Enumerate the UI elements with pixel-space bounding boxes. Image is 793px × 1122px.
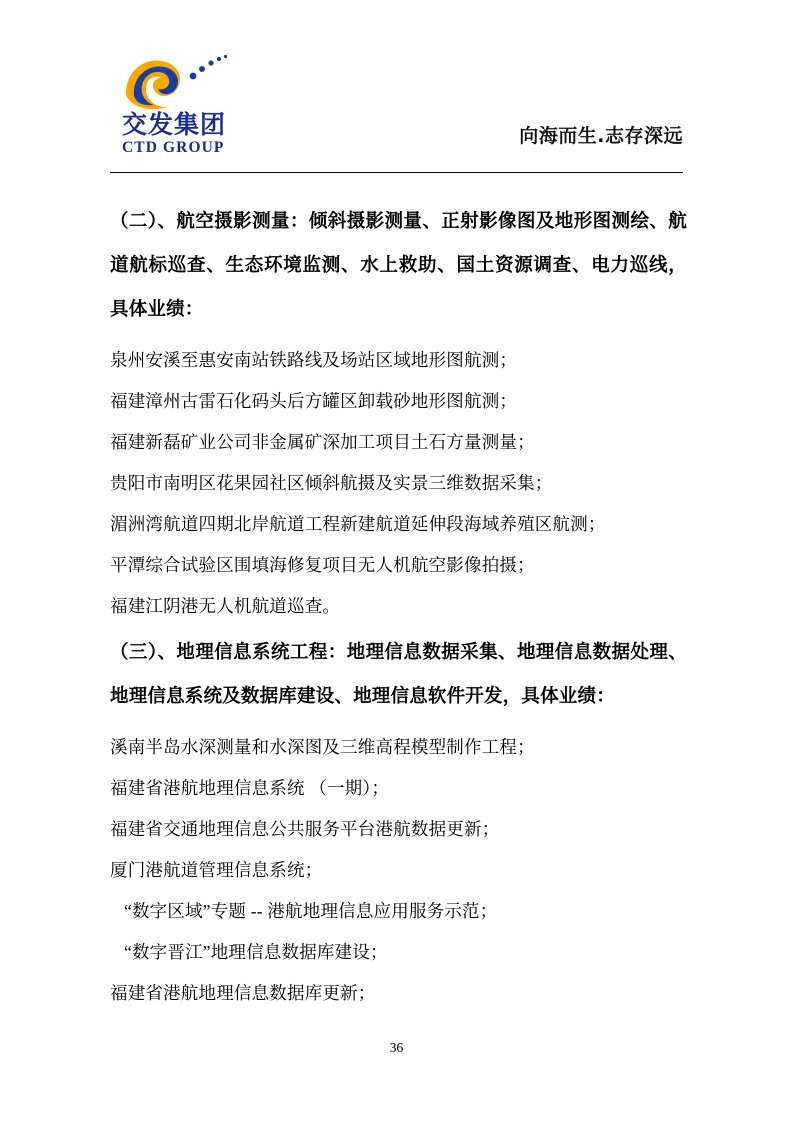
dots-icon bbox=[186, 54, 230, 84]
section-heading-2: （二）、航空摄影测量：倾斜摄影测量、正射影像图及地形图测绘、航道航标巡查、生态环境监测、水上救助、国土资源调查、电力巡线，具体业绩： bbox=[110, 211, 687, 320]
list-item: 溪南半岛水深测量和水深图及三维高程模型制作工程； bbox=[110, 737, 535, 757]
list-item: 福建省交通地理信息公共服务平台港航数据更新； bbox=[110, 819, 500, 839]
logo-english-name: CTD GROUP bbox=[122, 139, 225, 157]
list-item: 福建江阴港无人机航道巡查。 bbox=[110, 596, 341, 616]
logo-mark bbox=[116, 52, 232, 114]
list-item: 福建新磊矿业公司非金属矿深加工项目土石方量测量； bbox=[110, 432, 535, 452]
list-item: 福建省港航地理信息数据库更新； bbox=[110, 983, 376, 1003]
list-item: 厦门港航道管理信息系统； bbox=[110, 860, 323, 880]
spacer bbox=[110, 332, 687, 340]
list-item: “数字晋江”地理信息数据库建设； bbox=[124, 942, 388, 962]
list-item: 泉州安溪至惠安南站铁路线及场站区域地形图航测； bbox=[110, 350, 518, 370]
page-number: 36 bbox=[389, 1040, 404, 1055]
list-item: 福建省港航地理信息系统 （一期）； bbox=[110, 778, 390, 798]
list-item: 湄洲湾航道四期北岸航道工程新建航道延伸段海域养殖区航测； bbox=[110, 514, 606, 534]
list-item: 平潭综合试验区围填海修复项目无人机航空影像拍摄； bbox=[110, 555, 535, 575]
list-item: 贵阳市南明区花果园社区倾斜航摄及实景三维数据采集； bbox=[110, 473, 553, 493]
page-header bbox=[110, 52, 683, 170]
logo-chinese-name: 交发集团 bbox=[122, 110, 227, 139]
section-heading-3: （三）、地理信息系统工程：地理信息数据采集、地理信息数据处理、地理信息系统及数据库建设、地理信息软件开发，具体业绩： bbox=[110, 642, 687, 707]
header-divider bbox=[110, 172, 683, 173]
list-item: 福建漳州古雷石化码头后方罐区卸载砂地形图航测； bbox=[110, 391, 518, 411]
document-body bbox=[110, 200, 687, 1014]
list-item: “数字区域”专题 -- 港航地理信息应用服务示范； bbox=[124, 901, 498, 921]
spacer bbox=[110, 719, 687, 727]
header-slogan: 向海而生.志存深远 bbox=[519, 125, 683, 147]
company-logo bbox=[116, 52, 246, 162]
